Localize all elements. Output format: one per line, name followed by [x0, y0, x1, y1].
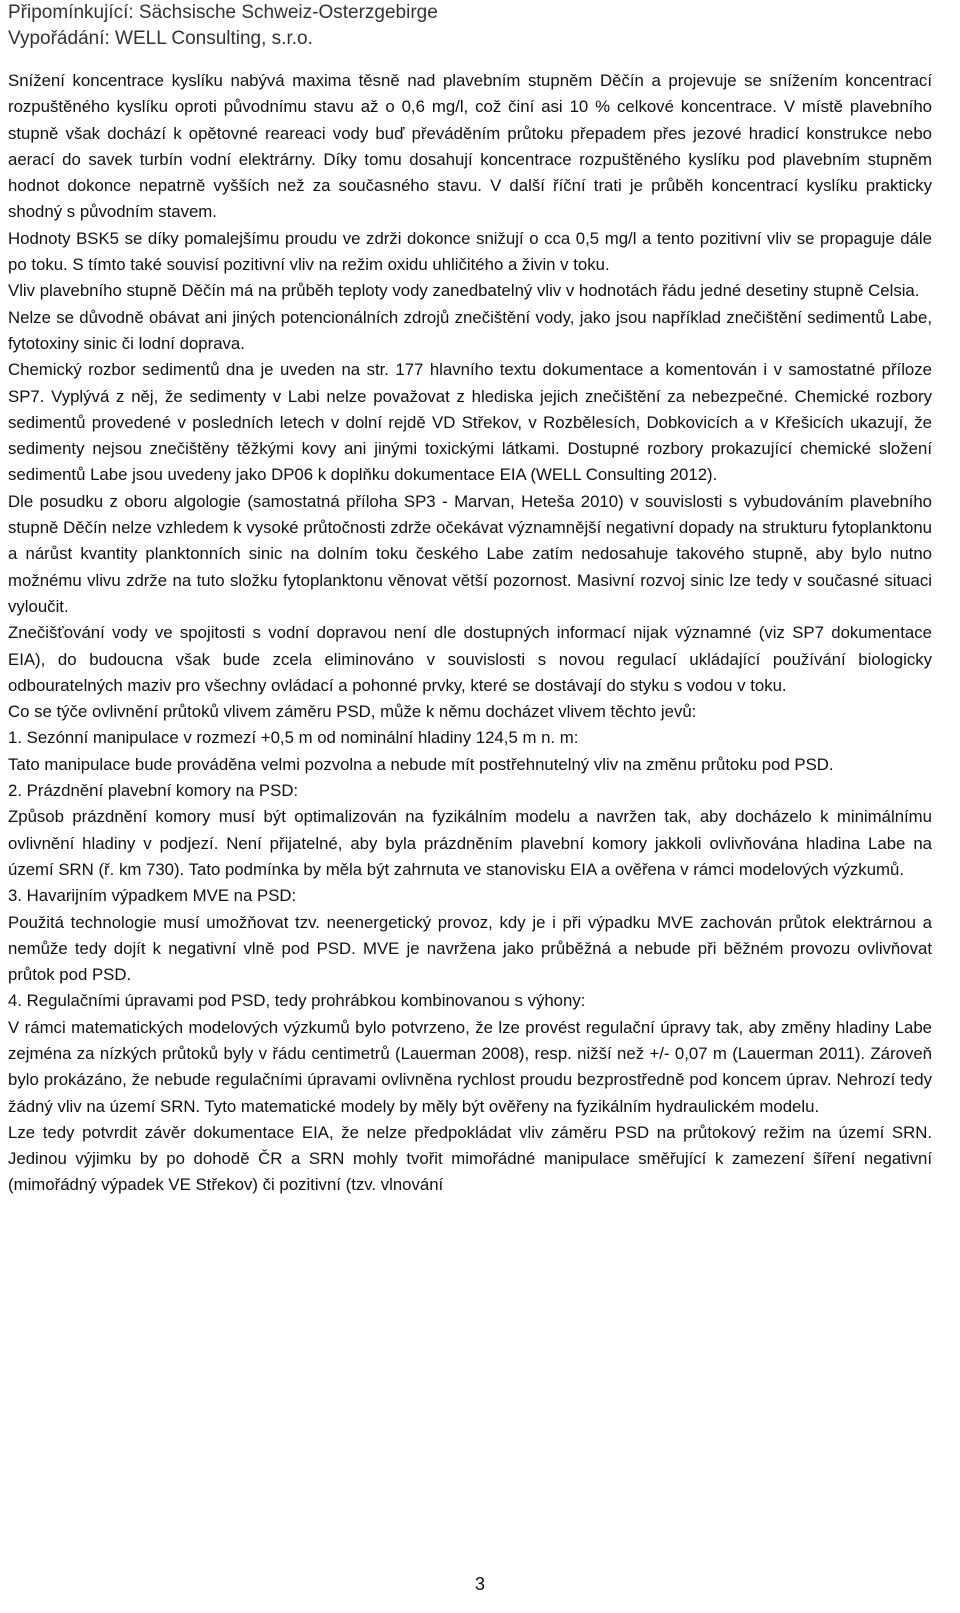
paragraph-seasonal-manipulation: Tato manipulace bude prováděna velmi pozvolna a nebude mít postřehnutelný vliv na změnu průtoku pod PSD.	[8, 754, 834, 774]
paragraph-conclusion: Lze tedy potvrdit závěr dokumentace EIA, že nelze předpokládat vliv záměru PSD na průtokový režim na území SRN. Jedinou výjimku by po dohodě ČR a SRN mohly tvořit mimořádné manipulace směřující k zamezení šíření negativní (mimořádný výpadek VE Střekov) či pozitivní (tzv. vlnování	[8, 1122, 932, 1195]
document-body	[8, 68, 932, 1199]
paragraph-bsk5-values: Hodnoty BSK5 se díky pomalejšímu proudu ve zdrži dokonce snižují o cca 0,5 mg/l a tento pozitivní vliv se propaguje dále po toku. S tímto také souvisí pozitivní vliv na režim oxidu uhličitého a živin v toku.	[8, 228, 932, 275]
page-number: 3	[474, 1574, 485, 1594]
paragraph-pollution-sources: Nelze se důvodně obávat ani jiných potencionálních zdrojů znečištění vody, jako jsou například znečištění sedimentů Labe, fytotoxiny sinic či lodní doprava.	[8, 307, 932, 353]
paragraph-lock-emptying: Způsob prázdnění komory musí být optimalizován na fyzikálním modelu a navržen tak, aby docházelo k minimálnímu ovlivnění hladiny v podjezí. Není přijatelné, aby byla prázdněním plavební komory jakkoli ovlivňována hladina Labe na území SRN (ř. km 730). Tato podmínka by měla být zahrnuta ve stanovisku EIA a ověřena v rámci modelových výzkumů.	[8, 807, 932, 879]
commenter-line: Připomínkující: Sächsische Schweiz-Osterzgebirge	[8, 2, 438, 23]
paragraph-regulation-works: V rámci matematických modelových výzkumů bylo potvrzeno, že lze provést regulační úpravy tak, aby změny hladiny Labe zejména za nízkých průtoků byly v řádu centimetrů (Lauerman 2008), resp. nižší než +/- 0,07 m (Lauerman 2011). Zároveň bylo prokázáno, že nebude regulačními úpravami ovlivněna rychlost proudu bezprostředně pod koncem úprav. Nehrozí tedy žádný vliv na území SRN. Tyto matematické modely by měly být ověřeny na fyzikálním hydraulickém modelu.	[8, 1017, 932, 1116]
settlement-line: Vypořádání: WELL Consulting, s.r.o.	[8, 28, 313, 49]
paragraph-flow-effects-intro: Co se týče ovlivnění průtoků vlivem záměru PSD, může k němu docházet vlivem těchto jevů:	[8, 702, 697, 722]
page-header	[8, 0, 948, 52]
paragraph-oxygen-concentration: Snížení koncentrace kyslíku nabývá maxima těsně nad plavebním stupněm Děčín a projevuje se snížením koncentrací rozpuštěného kyslíku oproti původnímu stavu až o 0,6 mg/l, což činí asi 10 % celkové koncentrace. V místě plavebního stupně však dochází k opětovné reareaci vody buď převáděním průtoku přepadem přes jezové hradicí konstrukce nebo aerací do savek turbín vodní elektrárny. Díky tomu dosahují koncentrace rozpuštěného kyslíku pod plavebním stupněm hodnot dokonce nepatrně vyšších než za současného stavu. V další říční trati je průběh koncentrací kyslíku prakticky shodný s původním stavem.	[8, 71, 932, 222]
list-item-regulation-works: 4. Regulačními úpravami pod PSD, tedy prohrábkou kombinovanou s výhony:	[8, 991, 586, 1011]
paragraph-sediment-analysis: Chemický rozbor sedimentů dna je uveden na str. 177 hlavního textu dokumentace a komentován i v samostatné příloze SP7. Vyplývá z něj, že sedimenty v Labi nelze považovat z hlediska jejich znečištění za nebezpečné. Chemické rozbory sedimentů provedené v posledních letech v dolní rejdě VD Střekov, v Rozbělesích, Dobkovicích a v Křešicích ukazují, že sedimenty nejsou znečištěny těžkými kovy ani jinými toxickými látkami. Dostupné rozbory prokazující chemické složení sedimentů Labe jsou uvedeny jako DP06 k doplňku dokumentace EIA (WELL Consulting 2012).	[8, 360, 932, 485]
paragraph-algology-assessment: Dle posudku z oboru algologie (samostatná příloha SP3 - Marvan, Heteša 2010) v souvislosti s vybudováním plavebního stupně Děčín nelze vzhledem k vysoké průtočnosti zdrže očekávat významnější negativní dopady na strukturu fytoplanktonu a nárůst kvantity planktonních sinic na dolním toku českého Labe zatím nedosahuje takového stupně, aby bylo nutno možnému vlivu zdrže na tuto složku fytoplanktonu věnovat větší pozornost. Masivní rozvoj sinic lze tedy v současné situaci vyloučit.	[8, 491, 932, 616]
paragraph-water-temperature: Vliv plavebního stupně Děčín má na průběh teploty vody zanedbatelný vliv v hodnotách řádu jedné desetiny stupně Celsia.	[8, 281, 920, 301]
paragraph-mve-outage: Použitá technologie musí umožňovat tzv. neenergetický provoz, kdy je i při výpadku MVE zachován průtok elektrárnou a nemůže tedy dojít k negativní vlně pod PSD. MVE je navržena jako průběžná a nebude při běžném provozu ovlivňovat průtok pod PSD.	[8, 912, 932, 985]
list-item-seasonal-manipulation: 1. Sezónní manipulace v rozmezí +0,5 m od nominální hladiny 124,5 m n. m:	[8, 728, 579, 748]
list-item-lock-emptying: 2. Prázdnění plavební komory na PSD:	[8, 781, 299, 801]
list-item-mve-outage: 3. Havarijním výpadkem MVE na PSD:	[8, 886, 297, 906]
paragraph-shipping-pollution: Znečišťování vody ve spojitosti s vodní dopravou není dle dostupných informací nijak významné (viz SP7 dokumentace EIA), do budoucna však bude zcela eliminováno v souvislosti s novou regulací ukládající používání biologicky odbouratelných maziv pro všechny ovládací a pohonné prvky, které se dostávají do styku s vodou v toku.	[8, 623, 932, 695]
